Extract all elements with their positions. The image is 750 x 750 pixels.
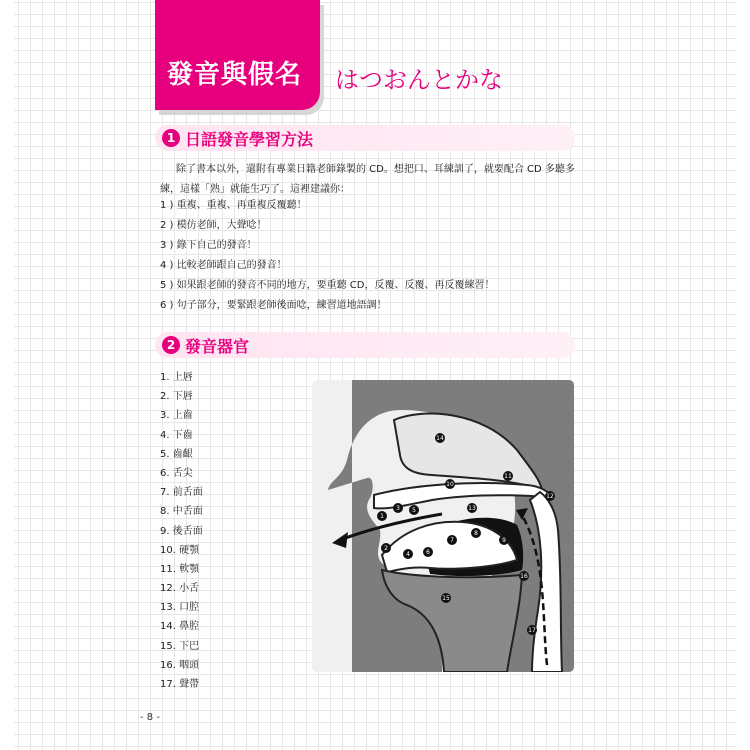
svg-text:2: 2: [384, 545, 388, 552]
section-header-2: [155, 332, 575, 358]
list-item: 1. 上唇: [160, 372, 193, 383]
vocal-tract-illustration: [312, 380, 574, 672]
list-item: 5 ) 如果跟老師的發音不同的地方，要重聽 CD，反覆、反覆、再反覆練習！: [160, 280, 495, 291]
svg-text:16: 16: [520, 573, 528, 580]
arrow-head-icon: [332, 532, 348, 548]
list-item: 11. 軟顎: [160, 563, 200, 575]
section-number-badge: 1: [162, 129, 180, 147]
svg-text:12: 12: [546, 493, 554, 500]
svg-text:10: 10: [446, 481, 454, 488]
list-item: 16. 咽頭: [160, 659, 200, 671]
list-item: 6 ) 句子部分，要緊跟老師後面唸，練習道地語調！: [160, 300, 387, 311]
list-item: 17. 聲帶: [160, 679, 200, 690]
title-banner: [155, 0, 320, 110]
page-title-kana: はつおんとかな: [335, 66, 503, 94]
list-item: 3. 上齒: [160, 410, 193, 422]
page-title: 發音與假名: [167, 60, 303, 90]
svg-text:8: 8: [474, 530, 478, 537]
list-item: 4 ) 比較老師跟自己的發音！: [160, 260, 287, 271]
list-item: 15. 下巴: [160, 640, 200, 652]
intro-line: 除了書本以外，還附有專業日籍老師錄製的 CD。想把口、耳練訓了，就要配合 CD 多聽多: [176, 164, 575, 175]
speech-organ-diagram: [312, 380, 574, 672]
svg-text:5: 5: [412, 507, 416, 514]
svg-text:1: 1: [380, 513, 384, 520]
svg-text:15: 15: [442, 595, 450, 602]
page-number: - 8 -: [140, 712, 160, 723]
svg-text:14: 14: [436, 435, 444, 442]
intro-line: 練，這樣「熟」就能生巧了。這裡建議你：: [160, 184, 350, 195]
list-item: 4. 下齒: [160, 429, 193, 441]
list-item: 2 ) 模仿老師，大聲唸！: [160, 220, 267, 231]
list-item: 13. 口腔: [160, 602, 200, 614]
list-item: 3 ) 錄下自己的發音！: [160, 240, 257, 251]
svg-text:9: 9: [502, 537, 506, 544]
list-item: 2. 下唇: [160, 391, 193, 403]
section-title: 日語發音學習方法: [185, 130, 314, 149]
study-steps-list: [160, 196, 494, 316]
intro-paragraph: [160, 160, 580, 200]
list-item: 1 ) 重複、重複、再重複反覆聽！: [160, 200, 307, 211]
list-item: 7. 前舌面: [160, 487, 203, 499]
section-title: 發音器官: [185, 337, 250, 356]
list-item: 8. 中舌面: [160, 506, 203, 518]
list-item: 9. 後舌面: [160, 525, 203, 537]
list-item: 10. 硬顎: [160, 544, 200, 556]
organ-list: [160, 368, 203, 694]
list-item: 14. 鼻腔: [160, 621, 200, 633]
svg-text:6: 6: [426, 549, 430, 556]
svg-text:4: 4: [406, 551, 410, 558]
list-item: 5. 齒齦: [160, 448, 193, 460]
section-header-1: [155, 125, 575, 151]
svg-text:3: 3: [396, 505, 400, 512]
svg-text:7: 7: [450, 537, 454, 544]
svg-text:17: 17: [528, 627, 536, 634]
list-item: 12. 小舌: [160, 583, 200, 595]
svg-text:11: 11: [504, 473, 512, 480]
svg-text:13: 13: [468, 505, 476, 512]
list-item: 6. 舌尖: [160, 467, 193, 479]
section-number-badge: 2: [162, 336, 180, 354]
